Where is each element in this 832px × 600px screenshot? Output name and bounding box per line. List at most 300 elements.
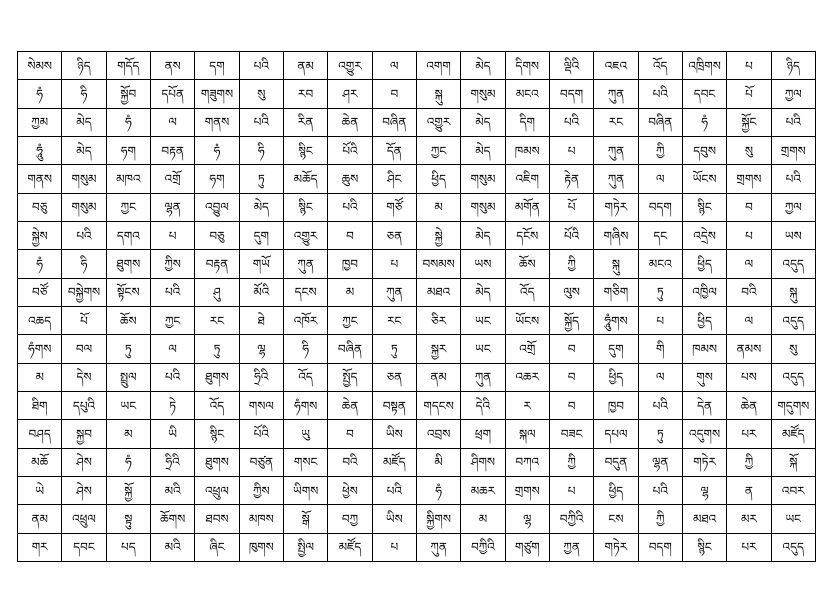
table-cell: འགྱུར xyxy=(283,221,327,249)
table-cell: ཅན xyxy=(372,221,416,249)
table-cell: མ xyxy=(106,420,150,448)
table-cell: མངའ xyxy=(505,80,549,108)
table-cell: ལྡིའི xyxy=(549,52,593,80)
table-cell: ཕྱིད xyxy=(682,250,726,278)
table-cell: རབ xyxy=(283,80,327,108)
table-cell: དིགས xyxy=(505,52,549,80)
table-cell: པའི xyxy=(62,221,106,249)
table-cell: ཡིས xyxy=(372,505,416,533)
table-cell: འབར xyxy=(771,476,815,504)
table-row xyxy=(18,193,816,221)
table-cell: བཅུ xyxy=(195,221,239,249)
table-cell: ཞིང xyxy=(195,533,239,561)
table-cell: ཀུན xyxy=(594,165,638,193)
table-cell: དཔོན xyxy=(150,80,194,108)
table-cell: བཙུན xyxy=(239,448,283,476)
table-cell: དོན xyxy=(372,136,416,164)
table-cell: མེད xyxy=(461,136,505,164)
table-cell: ནམས xyxy=(727,335,771,363)
table-cell: སྐུ xyxy=(416,80,460,108)
table-cell: ཀྱལ xyxy=(771,193,815,221)
table-cell: འཆད xyxy=(18,306,62,334)
table-cell: ཧཱུཾགས xyxy=(594,306,638,334)
table-cell: འཕྲུལ xyxy=(62,505,106,533)
table-cell: དགའ xyxy=(106,221,150,249)
table-cell: སྟུ xyxy=(106,505,150,533)
table-cell: བ xyxy=(328,420,372,448)
table-cell: རང xyxy=(594,108,638,136)
table-cell: གསུམ xyxy=(62,165,106,193)
table-cell: ཏུ xyxy=(106,335,150,363)
table-cell: བཀའ xyxy=(505,448,549,476)
table-cell: རྟེན xyxy=(549,165,593,193)
table-cell: ཧཾ xyxy=(416,476,460,504)
table-cell: ལ xyxy=(150,335,194,363)
table-cell: པ xyxy=(372,533,416,561)
table-cell: སྙིང xyxy=(682,193,726,221)
table-cell: ལ xyxy=(727,250,771,278)
table-cell: ཏུ xyxy=(638,420,682,448)
table-cell: ཧི xyxy=(239,136,283,164)
table-cell: ཧཱུཾ xyxy=(18,136,62,164)
table-cell: དངས xyxy=(283,278,327,306)
table-cell: གཏེར xyxy=(682,448,726,476)
table-cell: ཡིས xyxy=(372,420,416,448)
table-cell: ན xyxy=(727,476,771,504)
table-cell: བའི xyxy=(328,448,372,476)
table-cell: ཧི xyxy=(283,335,327,363)
table-cell: སུ xyxy=(771,335,815,363)
table-cell: ཤིགས xyxy=(461,448,505,476)
table-cell: བ xyxy=(727,193,771,221)
table-cell: སྙིང xyxy=(682,533,726,561)
table-cell: ཀྱང xyxy=(416,136,460,164)
table-cell: ཀུན xyxy=(283,250,327,278)
table-cell: ཧག xyxy=(106,136,150,164)
table-cell: ཐེ xyxy=(239,306,283,334)
table-cell: སྐལ xyxy=(505,420,549,448)
table-cell: ཤེས xyxy=(62,448,106,476)
table-cell: བསམས xyxy=(416,250,460,278)
table-row xyxy=(18,278,816,306)
table-cell: པའི xyxy=(638,80,682,108)
table-cell: པོ xyxy=(549,193,593,221)
table-cell: ཧཾ xyxy=(106,448,150,476)
table-cell: པ xyxy=(727,52,771,80)
table-cell: གཏེར xyxy=(594,533,638,561)
table-cell: ཐབས xyxy=(195,505,239,533)
table-cell: གཅིག xyxy=(594,278,638,306)
table-cell: ཕྱིད xyxy=(594,476,638,504)
table-cell: གཙུག xyxy=(505,533,549,561)
table-cell: ཧཾགས xyxy=(283,391,327,419)
table-cell: མེད xyxy=(62,108,106,136)
table-cell: ལྷན xyxy=(150,193,194,221)
table-cell: ཀུན xyxy=(461,363,505,391)
table-cell: མ xyxy=(461,505,505,533)
table-cell: བཤད xyxy=(18,420,62,448)
table-cell: དངོས xyxy=(505,221,549,249)
table-cell: ཅིར xyxy=(416,306,460,334)
table-cell: སྐྱོང xyxy=(727,108,771,136)
table-cell: ཡོངས xyxy=(505,306,549,334)
table-cell: ཕྱེས xyxy=(328,476,372,504)
table-cell: བཞིན xyxy=(372,108,416,136)
table-cell: མེད xyxy=(461,278,505,306)
table-cell: སྙིང xyxy=(283,136,327,164)
table-cell: བའི xyxy=(727,278,771,306)
table-cell: མཛོད xyxy=(771,420,815,448)
table-cell: གྲགས xyxy=(727,165,771,193)
table-cell: སྐྱོ xyxy=(106,476,150,504)
table-cell: དེའི xyxy=(461,391,505,419)
table-cell: པའི xyxy=(638,391,682,419)
table-row xyxy=(18,476,816,504)
table-cell: ཀྱམ xyxy=(18,108,62,136)
table-cell: བདག xyxy=(549,80,593,108)
table-cell: ཀྱི xyxy=(727,448,771,476)
table-cell: མཆར xyxy=(461,476,505,504)
table-cell: ཀུན xyxy=(594,80,638,108)
table-cell: གནས xyxy=(18,165,62,193)
table-cell: བཞིན xyxy=(638,108,682,136)
table-cell: བ xyxy=(372,80,416,108)
table-cell: ཁུགས xyxy=(239,533,283,561)
table-cell: ཀྱིས xyxy=(239,476,283,504)
table-cell: མཛོད xyxy=(328,533,372,561)
table-row xyxy=(18,306,816,334)
table-cell: ཁམས xyxy=(682,335,726,363)
table-cell: པའི xyxy=(239,52,283,80)
table-cell: བལ xyxy=(62,335,106,363)
table-cell: འབྱུལ xyxy=(195,193,239,221)
table-cell: སྐྱབ xyxy=(62,420,106,448)
table-cell: གསལ xyxy=(239,391,283,419)
table-cell: ཀྱི xyxy=(638,505,682,533)
table-cell: ར xyxy=(505,391,549,419)
table-cell: ཧྲིའི xyxy=(150,448,194,476)
table-cell: ལ xyxy=(638,363,682,391)
tibetan-syllable-grid xyxy=(17,51,816,562)
table-cell: ཕྱིད xyxy=(682,306,726,334)
table-cell: འཇིག xyxy=(505,165,549,193)
table-cell: རང xyxy=(195,306,239,334)
table-cell: ཀྱི xyxy=(549,448,593,476)
table-cell: གདངས xyxy=(416,391,460,419)
table-cell: པའི xyxy=(150,278,194,306)
table-cell: སྐྱོད xyxy=(549,306,593,334)
table-cell: འོད xyxy=(195,391,239,419)
table-cell: ནམ xyxy=(18,505,62,533)
table-cell: འདུད xyxy=(771,306,815,334)
table-cell: པོའི xyxy=(549,221,593,249)
table-cell: ཉིད xyxy=(62,52,106,80)
table-cell: ཀུན xyxy=(372,278,416,306)
table-cell: བསྟན xyxy=(372,391,416,419)
table-cell: ཀྱང xyxy=(106,193,150,221)
table-cell: ཀྱང xyxy=(328,306,372,334)
table-cell: པར xyxy=(727,420,771,448)
table-cell: ནམ xyxy=(283,52,327,80)
table-cell: ཆུས xyxy=(328,165,372,193)
table-cell: བཙོ xyxy=(18,278,62,306)
table-cell: བ xyxy=(328,221,372,249)
table-cell: སྐྱར xyxy=(416,335,460,363)
table-cell: འགྱུར xyxy=(416,108,460,136)
table-cell: ལྷ xyxy=(505,505,549,533)
table-cell: པའི xyxy=(549,108,593,136)
table-cell: དབང xyxy=(682,80,726,108)
table-cell: བདག xyxy=(638,193,682,221)
table-cell: ཡང xyxy=(106,391,150,419)
table-cell: ཧྲིའི xyxy=(239,363,283,391)
table-cell: གྲགས xyxy=(505,476,549,504)
table-cell: མགོན xyxy=(505,193,549,221)
table-cell: ཀྱན xyxy=(549,533,593,561)
table-cell: ཧཾ xyxy=(106,108,150,136)
table-cell: གདུགས xyxy=(771,391,815,419)
table-cell: པ xyxy=(638,306,682,334)
table-cell: ཏུ xyxy=(638,278,682,306)
table-cell: སྐུ xyxy=(771,278,815,306)
table-row xyxy=(18,533,816,561)
table-cell: ཏུ xyxy=(372,335,416,363)
table-cell: གསུམ xyxy=(461,193,505,221)
table-row xyxy=(18,108,816,136)
table-cell: ཧག xyxy=(195,165,239,193)
table-cell: པའི xyxy=(239,108,283,136)
table-row xyxy=(18,250,816,278)
table-cell: བདག xyxy=(638,533,682,561)
table-cell: པ xyxy=(727,221,771,249)
table-cell: བཀྱིའི xyxy=(549,505,593,533)
table-cell: དབུས xyxy=(682,136,726,164)
table-cell: ཏུ xyxy=(239,165,283,193)
table-cell: འདུད xyxy=(771,250,815,278)
table-cell: མའི xyxy=(150,476,194,504)
table-cell: རིན xyxy=(283,108,327,136)
table-cell: ཡི xyxy=(150,420,194,448)
table-cell: སེམས xyxy=(18,52,62,80)
table-cell: ཤར xyxy=(328,80,372,108)
table-cell: མོའི xyxy=(239,278,283,306)
table-cell: སྐུ xyxy=(594,250,638,278)
table-cell: གསང xyxy=(283,448,327,476)
table-cell: སྐོ xyxy=(771,448,815,476)
table-cell: མ xyxy=(328,278,372,306)
table-cell: གར xyxy=(18,533,62,561)
table-row xyxy=(18,52,816,80)
table-cell: བ xyxy=(549,335,593,363)
table-cell: གཡོ xyxy=(239,250,283,278)
table-cell: ཏུ xyxy=(195,335,239,363)
table-cell: ཐུགས xyxy=(106,250,150,278)
table-cell: ཆེན xyxy=(328,391,372,419)
table-row xyxy=(18,165,816,193)
table-cell: མཐའ xyxy=(416,278,460,306)
table-cell: ཧཾ xyxy=(195,136,239,164)
table-cell: འགག xyxy=(416,52,460,80)
table-cell: པོ xyxy=(727,80,771,108)
table-cell: སྤྱིལ xyxy=(283,533,327,561)
table-cell: ཁྱབ xyxy=(328,250,372,278)
table-cell: སྟོངས xyxy=(106,278,150,306)
table-cell: གཙོ xyxy=(372,193,416,221)
table-cell: བསྐྱེགས xyxy=(62,278,106,306)
table-cell: འབྲས xyxy=(416,420,460,448)
table-cell: འཕྲུལ xyxy=(195,476,239,504)
table-cell: མེད xyxy=(461,52,505,80)
table-cell: བ xyxy=(549,363,593,391)
table-cell: སྒོ xyxy=(283,505,327,533)
table-cell: འོད xyxy=(638,52,682,80)
table-row xyxy=(18,335,816,363)
table-cell: ཀུན xyxy=(416,533,460,561)
table-row xyxy=(18,80,816,108)
table-cell: པའི xyxy=(638,476,682,504)
table-cell: བདུན xyxy=(594,448,638,476)
table-cell: འཆར xyxy=(505,363,549,391)
table-cell: ངས xyxy=(594,505,638,533)
table-cell: ལུས xyxy=(549,278,593,306)
table-cell: ཀྱང xyxy=(150,306,194,334)
table-cell: གནས xyxy=(195,108,239,136)
table-cell: བརྟན xyxy=(150,136,194,164)
table-cell: འཁོར xyxy=(283,306,327,334)
table-cell: དཔལ xyxy=(594,420,638,448)
table-cell: དབང xyxy=(62,533,106,561)
table-cell: བཞིན xyxy=(328,335,372,363)
table-cell: མའི xyxy=(150,533,194,561)
table-cell: ཀྱི xyxy=(549,250,593,278)
table-cell: པ xyxy=(549,136,593,164)
table-cell: འགྲོ xyxy=(150,165,194,193)
table-cell: ལ xyxy=(150,108,194,136)
table-row xyxy=(18,391,816,419)
table-cell: ཡས xyxy=(771,221,815,249)
table-cell: ཧཾ xyxy=(18,80,62,108)
table-cell: ལྷན xyxy=(638,448,682,476)
table-cell: མར xyxy=(727,505,771,533)
table-cell: དིག xyxy=(505,108,549,136)
table-cell: ཅན xyxy=(372,363,416,391)
table-cell: མཁས xyxy=(239,505,283,533)
table-cell: ཡིགས xyxy=(283,476,327,504)
table-row xyxy=(18,420,816,448)
table-cell: ཐུགས xyxy=(195,363,239,391)
table-cell: པ xyxy=(372,250,416,278)
table-cell: ནམ xyxy=(416,363,460,391)
table-cell: མཆོད xyxy=(283,165,327,193)
table-row xyxy=(18,505,816,533)
grid-body xyxy=(18,52,816,562)
table-cell: པའི xyxy=(328,193,372,221)
table-cell: ལྷ xyxy=(239,335,283,363)
table-cell: པོ xyxy=(62,306,106,334)
table-cell: པའི xyxy=(150,363,194,391)
table-cell: ཧཾགས xyxy=(18,335,62,363)
table-cell: ཆེན xyxy=(328,108,372,136)
table-cell: གཞིས xyxy=(594,221,638,249)
table-cell: པ xyxy=(549,476,593,504)
table-cell: བཟང xyxy=(549,420,593,448)
table-cell: ལ xyxy=(638,165,682,193)
table-cell: ནས xyxy=(150,52,194,80)
table-cell: ཤིང xyxy=(372,165,416,193)
table-cell: རང xyxy=(372,306,416,334)
table-cell: འགྱུར xyxy=(328,52,372,80)
table-cell: འཁྱིལ xyxy=(682,278,726,306)
table-cell: བཀྱ xyxy=(328,505,372,533)
table-cell: གསུམ xyxy=(461,80,505,108)
table-cell: པའི xyxy=(372,476,416,504)
table-cell: དེས xyxy=(62,363,106,391)
table-cell: མངའ xyxy=(638,250,682,278)
table-cell: གུས xyxy=(682,363,726,391)
table-cell: ལ xyxy=(372,52,416,80)
table-cell: ཏེ xyxy=(150,391,194,419)
table-cell: ཀྱལ xyxy=(771,80,815,108)
table-cell: འོད xyxy=(505,278,549,306)
table-cell: ཆེན xyxy=(727,391,771,419)
table-cell: པོའི xyxy=(328,136,372,164)
table-cell: ཐུགས xyxy=(195,448,239,476)
table-cell: དཔུའི xyxy=(62,391,106,419)
table-cell: བཅུ xyxy=(18,193,62,221)
table-cell: སྐྱེས xyxy=(18,221,62,249)
table-cell: སྤྲུལ xyxy=(106,363,150,391)
table-cell: འགྲོ xyxy=(505,335,549,363)
table-cell: ཁྱབ xyxy=(594,391,638,419)
table-cell: ཀུན xyxy=(594,136,638,164)
table-cell: མཆོ xyxy=(18,448,62,476)
table-cell: མ xyxy=(416,193,460,221)
table-cell: འདུད xyxy=(771,363,815,391)
table-row xyxy=(18,221,816,249)
table-cell: མེད xyxy=(461,221,505,249)
table-cell: འདུགས xyxy=(682,420,726,448)
table-cell: པའི xyxy=(771,165,815,193)
table-cell: དེན xyxy=(682,391,726,419)
table-cell: འདུད xyxy=(771,533,815,561)
table-cell: གདོད xyxy=(106,52,150,80)
table-cell: བ xyxy=(549,391,593,419)
table-cell: སྐྱེ xyxy=(416,221,460,249)
table-cell: དག xyxy=(195,52,239,80)
table-cell: གི xyxy=(638,335,682,363)
table-cell: གསུམ xyxy=(461,165,505,193)
table-cell: འཁྲིགས xyxy=(682,52,726,80)
table-cell: སྙིང xyxy=(283,193,327,221)
table-cell: པས xyxy=(727,363,771,391)
table-cell: ཡུ xyxy=(283,420,327,448)
table-cell: ཡོངས xyxy=(682,165,726,193)
table-cell: ཆོས xyxy=(106,306,150,334)
table-cell: ཡང xyxy=(461,335,505,363)
table-cell: མི xyxy=(416,448,460,476)
table-cell: པད xyxy=(106,533,150,561)
table-row xyxy=(18,448,816,476)
table-cell: གྲགས xyxy=(771,136,815,164)
table-cell: ཤུ xyxy=(195,278,239,306)
table-cell: ལ xyxy=(727,306,771,334)
table-cell: སྐྱོབ xyxy=(106,80,150,108)
table-cell: འདྲེས xyxy=(682,221,726,249)
table-cell: གཟུགས xyxy=(195,80,239,108)
table-cell: ཡང xyxy=(461,306,505,334)
table-cell: ཀྱིས xyxy=(150,250,194,278)
table-cell: ཉིད xyxy=(771,52,815,80)
